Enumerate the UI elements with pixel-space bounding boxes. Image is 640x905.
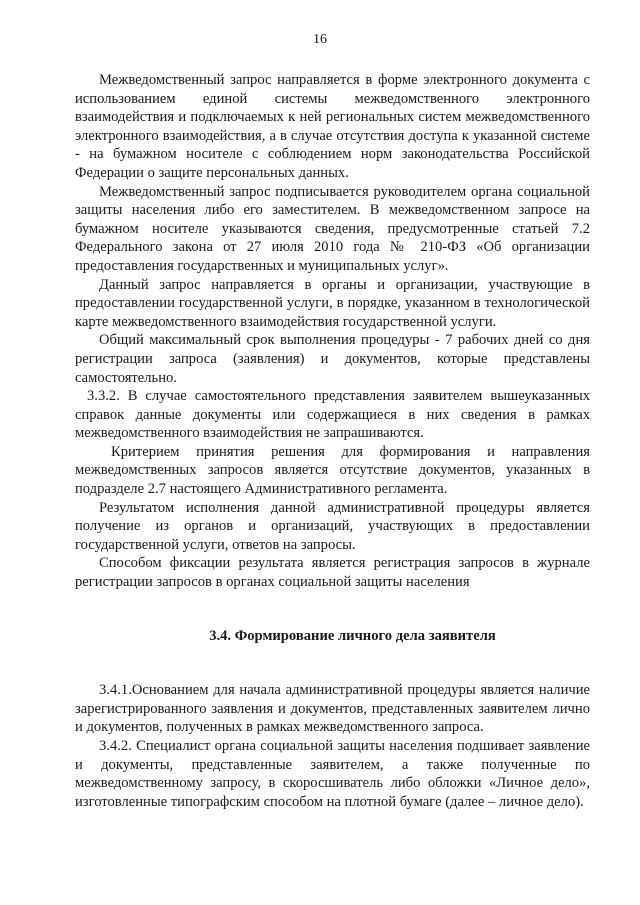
paragraph-interagency-request-form: Межведомственный запрос направляется в форме электронного документа с использованием единой системы межведомственного электронного взаимодействия и подключаемых к ней региональных систем межведомственного электронного взаимодействия, а в случае отсутствия доступа к указанной системе - на бумажном носителе с соблюдением норм законодательства Российской Федерации о защите персональных данных. — [75, 72, 590, 181]
paragraph-procedure-result: Результатом исполнения данной административной процедуры является получение из органов и организаций, участвующих в предоставлении государственной услуги, ответов на запросы. — [75, 499, 590, 553]
paragraph-3-3-2: 3.3.2. В случае самостоятельного представления заявителем вышеуказанных справок данные документы или содержащиеся в них сведения в рамках межведомственного взаимодействия не запрашиваются. — [75, 388, 590, 442]
paragraph-procedure-deadline: Общий максимальный срок выполнения процедуры - 7 рабочих дней со дня регистрации запроса (заявления) и документов, которые представлены самостоятельно. — [75, 332, 590, 386]
page-body — [75, 71, 590, 811]
paragraph-3-4-2: 3.4.2. Специалист органа социальной защиты населения подшивает заявление и документы, представленные заявителем, а также полученные по межведомственному запросу, в скоросшиватель либо обложки «Личное дело», изготовленные типографским способом на плотной бумаге (далее – личное дело). — [75, 738, 590, 810]
section-heading: 3.4. Формирование личного дела заявителя — [209, 627, 496, 644]
paragraph-3-4-1: 3.4.1.Основанием для начала административной процедуры является наличие зарегистрированного заявления и документов, представленных заявителем лично и документов, полученных в рамках межведомственного запроса. — [75, 682, 590, 736]
paragraph-request-recipients: Данный запрос направляется в органы и организации, участвующие в предоставлении государственной услуги, в порядке, указанном в технологической карте межведомственного взаимодействия государственной услуги. — [75, 276, 590, 330]
page-number: 16 — [313, 32, 327, 47]
paragraph-request-signing: Межведомственный запрос подписывается руководителем органа социальной защиты населения либо его заместителем. В межведомственном запросе на бумажном носителе указываются сведения, предусмотренные статьей 7.2 Федерального закона от 27 июля 2010 года № 210-ФЗ «Об организации предоставления государственных и муниципальных услуг». — [75, 183, 590, 274]
paragraph-decision-criterion: Критерием принятия решения для формирования и направления межведомственных запросов является отсутствие документов, указанных в подразделе 2.7 настоящего Административного регламента. — [75, 443, 590, 498]
paragraph-result-recording: Способом фиксации результата является регистрация запросов в журнале регистрации запросов в органах социальной защиты населения — [75, 555, 590, 591]
